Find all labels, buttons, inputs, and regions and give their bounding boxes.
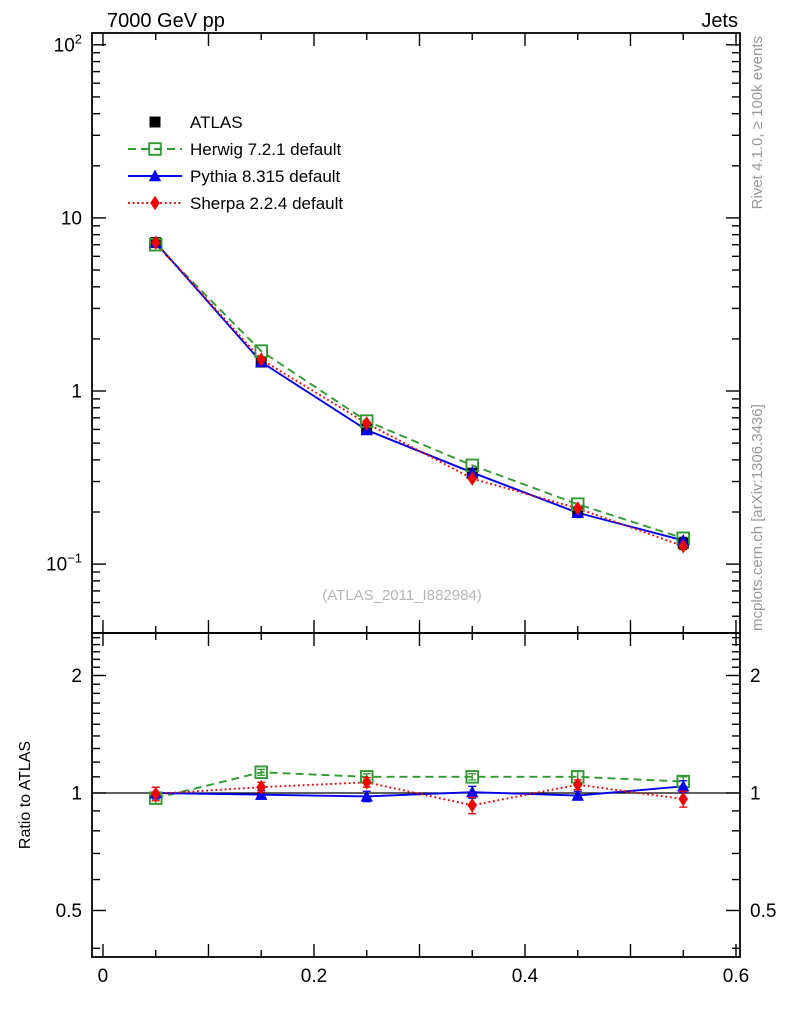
legend-item-atlas [150, 113, 243, 132]
legend-label: Herwig 7.2.1 default [190, 140, 342, 159]
legend-item-herwig [128, 140, 341, 159]
data-marker [150, 196, 160, 210]
ratio-tick-label: 2 [71, 666, 82, 688]
y-tick-label: $10^{-1}$ [46, 550, 82, 576]
ratio-tick-label: 1 [71, 783, 82, 805]
x-tick-label: 0.6 [722, 966, 750, 987]
y-tick-label: 1 [71, 381, 82, 403]
ratio-tick-label-right: 2 [750, 666, 761, 688]
pythia-ratio-line [156, 786, 684, 796]
pythia-points [150, 236, 690, 546]
legend-item-pythia [128, 167, 341, 186]
atlas-points [150, 237, 689, 549]
rivet-version-note: Rivet 4.1.0, ≥ 100k events [749, 36, 766, 210]
pythia-ratio-points [150, 780, 690, 802]
x-tick-label: 0.2 [300, 966, 328, 987]
plot-right-title: Jets [701, 10, 738, 32]
sherpa-points [151, 235, 688, 553]
x-tick-label: 0 [97, 966, 109, 987]
herwig-points [150, 239, 689, 544]
ratio-tick-label: 0.5 [55, 900, 82, 922]
sherpa-line [156, 243, 684, 547]
y-tick-label: $10^2$ [53, 31, 82, 57]
ratio-tick-label-right: 1 [750, 783, 761, 805]
legend-label: ATLAS [190, 113, 243, 132]
legend-item-sherpa [128, 194, 343, 213]
plot-title: 7000 GeV pp [107, 10, 225, 32]
data-marker [678, 792, 688, 806]
legend-label: Pythia 8.315 default [190, 167, 341, 186]
ratio-axis-label: Ratio to ATLAS [17, 740, 34, 850]
pythia-line [156, 243, 684, 541]
y-tick-label: 10 [60, 208, 82, 230]
mcplots-arxiv-note: mcplots.cern.ch [arXiv:1306.3436] [749, 404, 766, 631]
data-marker [150, 117, 161, 128]
main-panel-series [150, 235, 690, 553]
ratio-tick-label-right: 0.5 [750, 900, 777, 922]
legend-label: Sherpa 2.2.4 default [190, 194, 344, 213]
legend [128, 113, 343, 213]
analysis-id-watermark: (ATLAS_2011_I882984) [322, 587, 482, 604]
ratio-panel-series [92, 766, 740, 813]
data-marker [467, 798, 477, 812]
herwig-ratio-points [150, 766, 689, 803]
herwig-line [156, 245, 684, 539]
x-tick-label: 0.4 [511, 966, 539, 987]
